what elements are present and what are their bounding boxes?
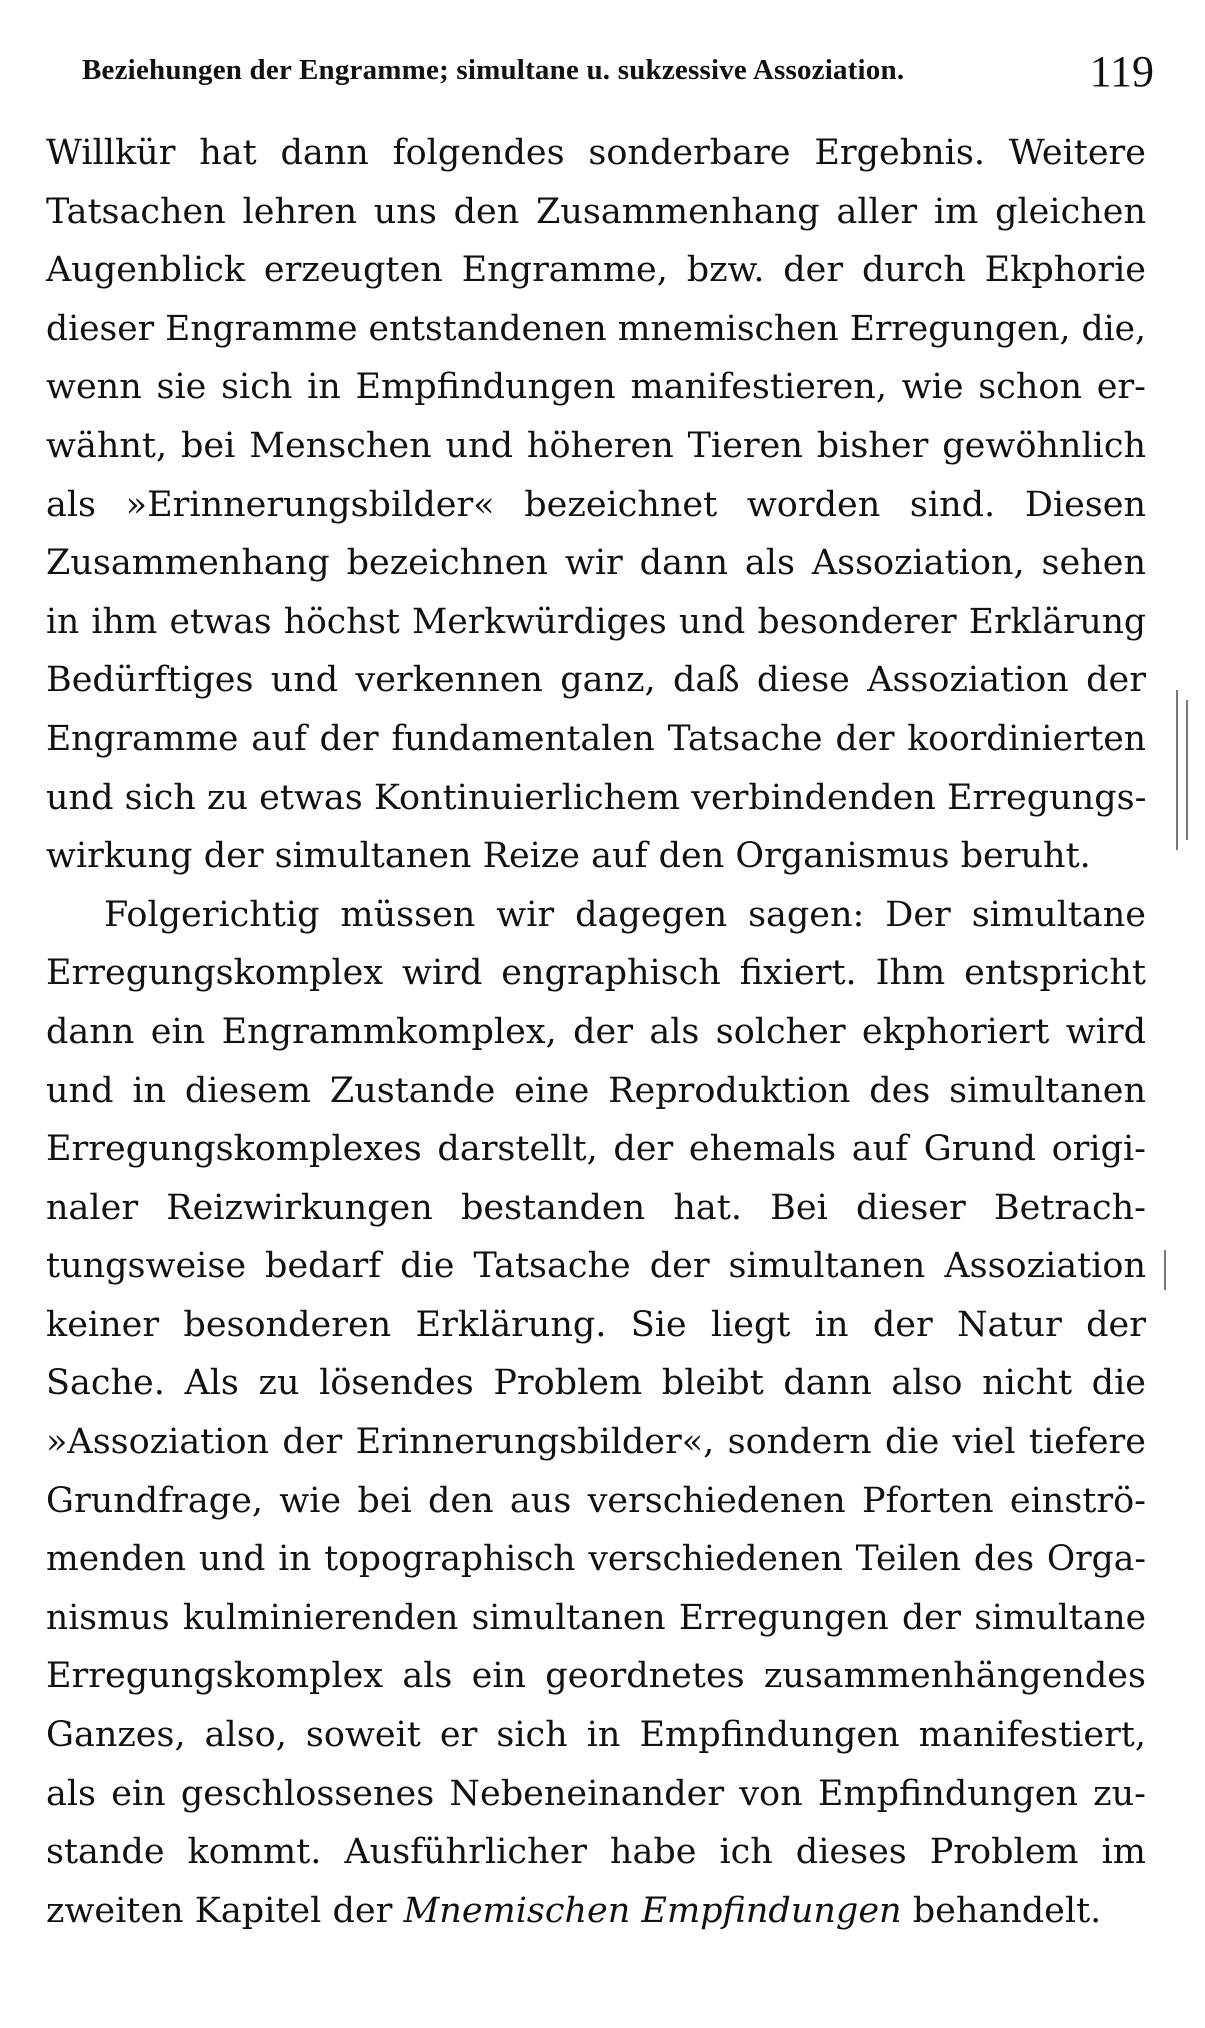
text-line: Tatsachen lehren uns den Zusammenhang aller im gleichen xyxy=(46,191,1146,232)
italic-book-title: Mnemischen Empfindungen xyxy=(403,1890,902,1931)
text-line: naler Reizwirkungen bestanden hat. Bei dieser Betrach- xyxy=(46,1187,1146,1228)
text-line: und sich zu etwas Kontinuierlichem verbindenden Erregungs- xyxy=(46,777,1147,818)
text-line: menden und in topographisch verschiedenen Teilen des Orga- xyxy=(46,1539,1146,1580)
text-line: dann ein Engrammkomplex, der als solcher ekphoriert wird xyxy=(46,1011,1146,1052)
text-line: Erregungskomplex wird engraphisch fixiert. Ihm entspricht xyxy=(46,953,1146,994)
final-line-after: behandelt. xyxy=(901,1890,1102,1931)
text-line: Ganzes, also, soweit er sich in Empfindungen manifestiert, xyxy=(46,1715,1146,1756)
text-line: tungsweise bedarf die Tatsache der simultanen Assoziation xyxy=(46,1246,1146,1287)
text-line-final xyxy=(46,1882,1146,1941)
text-line: und in diesem Zustande eine Reproduktion des simultanen xyxy=(46,1070,1146,1111)
text-line: Zusammenhang bezeichnen wir dann als Assoziation, sehen xyxy=(46,543,1146,584)
running-head xyxy=(72,44,1154,104)
running-title: Beziehungen der Engramme; simultane u. sukzessive Assoziation. xyxy=(82,54,905,86)
text-line: Erregungskomplex als ein geordnetes zusammenhängendes xyxy=(46,1656,1146,1697)
text-line: als »Erinnerungsbilder« bezeichnet worden sind. Diesen xyxy=(46,484,1146,525)
text-line: dieser Engramme entstandenen mnemischen Erregungen, die, xyxy=(46,308,1146,349)
text-line: nismus kulminierenden simultanen Erregungen der simultane xyxy=(46,1597,1146,1638)
text-line: Grundfrage, wie bei den aus verschiedenen Pforten einströ- xyxy=(46,1480,1146,1521)
margin-pencil-mark xyxy=(1186,700,1188,840)
text-line: in ihm etwas höchst Merkwürdiges und besonderer Erklärung xyxy=(46,601,1146,642)
body-text xyxy=(46,124,1146,1940)
text-line: Bedürftiges und verkennen ganz, daß diese Assoziation der xyxy=(46,660,1146,701)
text-line: Sache. Als zu lösendes Problem bleibt dann also nicht die xyxy=(46,1363,1146,1404)
text-line: stande kommt. Ausführlicher habe ich dieses Problem im xyxy=(46,1832,1146,1873)
text-line: Erregungskomplexes darstellt, der ehemals auf Grund origi- xyxy=(46,1129,1146,1170)
margin-pencil-mark xyxy=(1176,690,1178,850)
text-line: keiner besonderen Erklärung. Sie liegt in der Natur der xyxy=(46,1304,1146,1345)
margin-pencil-mark xyxy=(1164,1250,1166,1290)
text-line: wähnt, bei Menschen und höheren Tieren bisher gewöhnlich xyxy=(46,425,1146,466)
page-number: 119 xyxy=(1089,47,1154,96)
text-line: »Assoziation der Erinnerungsbilder«, sondern die viel tiefere xyxy=(46,1422,1146,1463)
text-line: Augenblick erzeugten Engramme, bzw. der durch Ekphorie xyxy=(46,250,1146,291)
text-line: als ein geschlossenes Nebeneinander von Empfindungen zu- xyxy=(46,1773,1146,1814)
paragraph-start-line: Folgerichtig müssen wir dagegen sagen: Der simultane xyxy=(104,894,1146,935)
text-line: wenn sie sich in Empfindungen manifestieren, wie schon er- xyxy=(46,367,1146,408)
text-line: Engramme auf der fundamentalen Tatsache der koordinierten xyxy=(46,718,1146,759)
paragraph-end-line: wirkung der simultanen Reize auf den Organismus beruht. xyxy=(46,836,1091,877)
text-line: Willkür hat dann folgendes sonderbare Ergebnis. Weitere xyxy=(46,133,1146,173)
final-line-before: zweiten Kapitel der xyxy=(46,1890,404,1931)
